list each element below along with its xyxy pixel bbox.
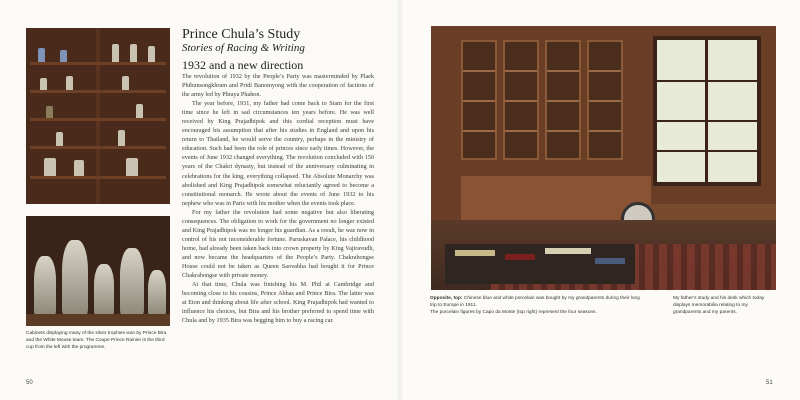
body-text	[182, 72, 374, 325]
display-cabinet	[545, 40, 581, 160]
body-paragraph: The year before, 1931, my father had come back to Siam for the first time since he left in sad circumstances ten years before. He was well received by King Prajadhipok and this cordial reception must have encouraged his assumption that after his studies in England and upon his return to Thailand, he would serve the country, perhaps in the ministry of education. Such had been the role of princes since early times. However, the events of June 1932 changed everything. The revolution concluded with 150 years of the Chakri dynasty, but instead of the anniversary culminating in celebrations for the king, everything collapsed. The Absolute Monarchy was abolished and King Prajadhipok somewhat reluctantly agreed to become a constitutional monarch. He wrote about the events of June 1932 to his nephew who was in Paris with his mother when the events took place.	[182, 100, 374, 207]
cabinet-shelf	[30, 118, 166, 121]
cabinet-shelf	[30, 62, 166, 65]
body-paragraph: At that time, Chula was finishing his M. Phil at Cambridge and becoming close to his cousins, Prince Abhas and Prince Bira. The latter was at Eton and thinking about life after school. King Prajadhipok had wanted to influence his choices, but Bira and his brother preferred to spend time with Chula and by 1935 Bira was begging him to buy a racing car.	[182, 281, 374, 325]
section-heading: 1932 and a new direction	[182, 58, 304, 72]
coffee-table	[445, 244, 635, 284]
trophy-closeup-photo	[26, 216, 170, 326]
silver-cup	[46, 106, 53, 118]
display-cabinet	[503, 40, 539, 160]
body-paragraph: For my father the revolution had some negative but also liberating consequences. The obligation to work for the government no longer existed and King Prajadhipok was no longer his guardian. As a result, he was now in control of his not inconsiderable fortune. Paruskavan Palace, his childhood home, had already been taken back into crown property by King Vajiravudh, and now became the headquarters of the People’s Party. Chakrabongse House could not be taken as Queen Saovabha had bought it for Prince Chakrabongse with private money.	[182, 208, 374, 280]
caption-lead: Opposite, top:	[430, 296, 463, 301]
silver-trophy	[148, 270, 166, 316]
porcelain-figure	[148, 46, 155, 62]
trophy-cabinet-photo	[26, 28, 170, 204]
silver-trophy	[126, 158, 138, 176]
silver-cup	[118, 130, 125, 146]
left-photo-caption: Cabinets displaying many of the silver trophies won by Prince Bira and the White Mouse team. The Coupe Prince Rainier is the third cup from the left with the programme.	[26, 331, 167, 350]
silver-cup	[136, 104, 143, 118]
display-cabinet	[461, 40, 497, 160]
silver-cup	[40, 78, 47, 90]
page-number-right: 51	[766, 380, 773, 386]
body-paragraph: The revolution of 1932 by the People’s Party was masterminded by Plaek Phibunsongkhram and Pridi Banomyong with the cooperation of factions of the army led by Phraya Phahon.	[182, 73, 374, 99]
silver-cup	[122, 76, 129, 90]
study-window	[653, 36, 761, 186]
silver-trophy	[94, 264, 114, 316]
display-cabinet	[587, 40, 623, 160]
caption-text-line2: The porcelain figures by Capo da Monte (top right) represent the four seasons.	[430, 310, 597, 315]
porcelain-figure	[130, 44, 137, 62]
porcelain-figure	[112, 44, 119, 62]
silver-cup	[56, 132, 63, 146]
book-gutter	[398, 0, 402, 400]
page-subtitle: Stories of Racing & Writing	[182, 42, 305, 54]
cabinet-shelf	[30, 146, 166, 149]
porcelain-vase	[38, 48, 45, 62]
cabinet-shelf	[30, 90, 166, 93]
silver-trophy	[120, 248, 144, 316]
cabinet-shelf	[30, 176, 166, 179]
silver-trophy	[62, 240, 88, 316]
study-room-photo	[431, 26, 776, 290]
right-photo-caption	[430, 295, 642, 316]
silver-cup	[66, 76, 73, 90]
porcelain-vase	[60, 50, 67, 62]
caption-text: Chinese blue and white porcelain was bought by my grandparents during their long trip to Europe in 1911.	[430, 296, 640, 308]
silver-trophy	[44, 158, 56, 176]
cabinet-base	[26, 314, 170, 326]
silver-trophy	[34, 256, 56, 316]
study-caption: My father’s study and his desk which today displays memorabilia relating to my grandparents and my parents.	[673, 296, 765, 315]
silver-trophy	[74, 160, 84, 176]
page-number-left: 50	[26, 380, 33, 386]
page-title: Prince Chula’s Study	[182, 27, 301, 42]
